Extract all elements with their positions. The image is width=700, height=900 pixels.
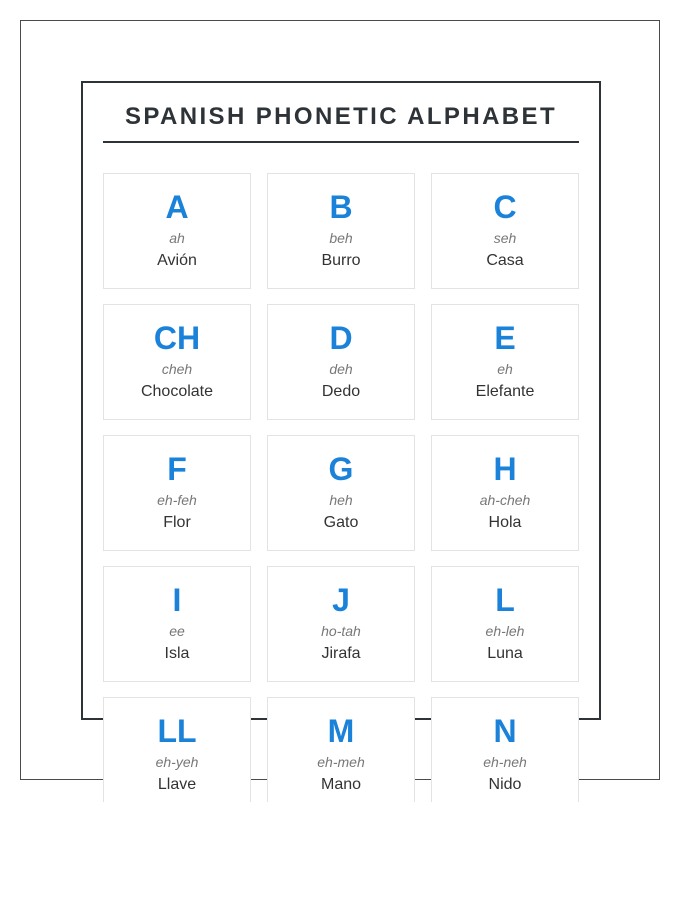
card-pronunciation: heh	[329, 492, 353, 508]
card-example-word: Gato	[323, 514, 359, 531]
letter-card-f	[103, 435, 251, 551]
card-example-word: Jirafa	[321, 645, 361, 662]
card-letter: CH	[153, 320, 201, 356]
card-example-word: Nido	[488, 776, 522, 793]
letter-card-d	[267, 304, 415, 420]
page-title: SPANISH PHONETIC ALPHABET	[124, 103, 558, 130]
card-example-word: Hola	[488, 514, 522, 531]
card-pronunciation: ah	[169, 230, 185, 246]
letter-card-n	[431, 697, 579, 802]
alphabet-grid	[103, 173, 579, 802]
letter-card-i	[103, 566, 251, 682]
card-example-word: Isla	[164, 645, 190, 662]
card-letter: J	[332, 582, 350, 618]
card-letter: L	[495, 582, 515, 618]
letter-card-ch	[103, 304, 251, 420]
letter-card-l	[431, 566, 579, 682]
card-pronunciation: ho-tah	[321, 623, 361, 639]
card-example-word: Dedo	[321, 383, 361, 400]
card-pronunciation: seh	[493, 230, 517, 246]
letter-card-j	[267, 566, 415, 682]
letter-card-h	[431, 435, 579, 551]
card-pronunciation: ee	[169, 623, 185, 639]
letter-card-m	[267, 697, 415, 802]
card-letter: G	[328, 451, 354, 487]
card-pronunciation: eh-meh	[317, 754, 365, 770]
card-example-word: Casa	[486, 252, 524, 269]
card-example-word: Llave	[157, 776, 197, 793]
card-pronunciation: deh	[329, 361, 353, 377]
card-pronunciation: cheh	[161, 361, 193, 377]
card-letter: I	[172, 582, 182, 618]
letter-card-e	[431, 304, 579, 420]
card-letter: N	[493, 713, 517, 749]
card-example-word: Burro	[321, 252, 361, 269]
card-letter: A	[165, 189, 189, 225]
card-pronunciation: eh-neh	[483, 754, 527, 770]
card-example-word: Mano	[320, 776, 362, 793]
card-letter: C	[493, 189, 517, 225]
card-pronunciation: eh-yeh	[155, 754, 199, 770]
card-pronunciation: eh	[497, 361, 513, 377]
card-example-word: Flor	[163, 514, 191, 531]
letter-card-g	[267, 435, 415, 551]
card-letter: M	[327, 713, 355, 749]
card-letter: LL	[157, 713, 197, 749]
card-letter: B	[329, 189, 353, 225]
card-example-word: Luna	[487, 645, 523, 662]
card-pronunciation: eh-feh	[157, 492, 197, 508]
card-example-word: Elefante	[475, 383, 535, 400]
letter-card-ll	[103, 697, 251, 802]
card-letter: E	[494, 320, 516, 356]
letter-card-c	[431, 173, 579, 289]
card-letter: F	[167, 451, 187, 487]
card-letter: D	[329, 320, 353, 356]
card-example-word: Chocolate	[140, 383, 214, 400]
letter-card-b	[267, 173, 415, 289]
card-pronunciation: beh	[329, 230, 353, 246]
card-pronunciation: ah-cheh	[479, 492, 531, 508]
card-letter: H	[493, 451, 517, 487]
card-pronunciation: eh-leh	[485, 623, 525, 639]
card-example-word: Avión	[157, 252, 197, 269]
letter-card-a	[103, 173, 251, 289]
